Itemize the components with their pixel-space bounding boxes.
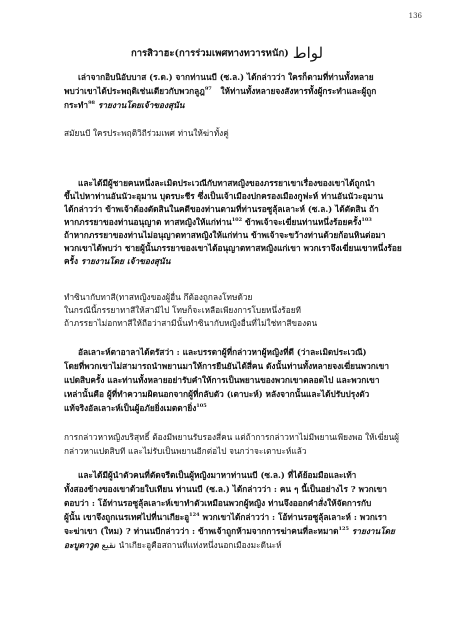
quran-quote	[64, 345, 418, 415]
text-line: ถ้าภรรยาไม่อกทาสีให้ถือว่าสามีนั้นทำซินากับหญิงอื่นที่ไม่ใช่ทาสีของตน	[64, 318, 318, 328]
footnote-ref: 125	[338, 526, 349, 532]
text-line: พวกเขาได้พบว่า ชายผู้นั้นภรรยาของเขาได้อนุญาตทาสหญิงแก่เขา พวกเราจึงเฆี่ยนเขาหนึ่งร้อย	[64, 243, 402, 253]
footnote-ref: 103	[361, 217, 372, 223]
text-line: เหล่านั้นคือ ผู้ที่ทำความผิดนอกจากผู้ที่กลับตัว (เตาบะห์) หลังจากนั้นและได้ปรับปรุงตัว	[64, 389, 370, 399]
text-line: อัลเลาะห์ตาอาลาได้ตรัสว่า : และบรรดาผู้ที่กล่าวหาผู้หญิงที่ดี (ว่าละเมิดประเวณี)	[78, 347, 367, 357]
text-line: เล่าจากอิบนิอับบาส (ร.ด.) จากท่านนบี (ซ.ล.) ได้กล่าวว่า ใครก็ตามที่ท่านทั้งหลาย	[78, 72, 374, 82]
section-title-thai: การสิวาฮะ(การร่วมเพศทางทวารหนัก)	[130, 48, 289, 59]
footnote-ref: 98	[88, 100, 96, 106]
text-line: ทำซินากับทาสี(ทาสหญิงของผู้อื่น กึต้องถูกลงโทษด้วย	[64, 292, 253, 302]
footnote-ref: 97	[204, 86, 212, 92]
footnote-ref: 102	[231, 217, 243, 223]
section-title-arabic: لواط	[292, 44, 324, 62]
text-line: โดยที่พวกเขาไม่สามารถนำพยานมาให้การยืนยันได้สี่คน ดังนั้นท่านทั้งหลายจงเฆี่ยนพวกเขา	[64, 361, 389, 371]
text-line: ตอบว่า : โอ้ท่านรอซูลุ้ลเลาะห์เขาทำตัวเหมือนพวกผู้หญิง ท่านจึงออกคำสั่งให้จัดการกับ	[64, 498, 372, 508]
text-line: ขึ้นไปหาท่านอันนัวะอุมาน บุตรบะชีร ซึ่งเป็นเจ้าเมืองปกครองเมืองกูฟะห์ ท่านอันนัวะอุมาน	[64, 191, 384, 201]
text-line: ในกรณีนี้กรรยาทาสีให้สามีไป โทษก็จะเหลือเพียงการโบยหนึ่งร้อยที	[64, 305, 302, 315]
source-citation: รายงานโดย เจ้าของสุนัน	[80, 256, 171, 266]
hadith-quote-3	[64, 468, 418, 552]
footnote-ref: 105	[196, 403, 207, 409]
commentary-1	[64, 126, 418, 140]
commentary-2	[64, 291, 418, 330]
text-line: แท้จริงอัลเลาะห์เป็นผู้อภัยยิ่งเมตตายิ่ง$^{105}$	[64, 403, 207, 413]
hadith-quote-1	[64, 70, 418, 112]
text-line: ถ้าหากภรรยาของท่านไม่อนุญาตทาสหญิงให้แก่ท่าน ข้าพเจ้าจะขว้างท่านด้วยก้อนหินต่อมา	[64, 230, 386, 240]
footnote-ref: 124	[189, 512, 200, 518]
text-line: สมัยนบี ใครประพฤติวิถีร่วมเพศ ท่านให้ฆ่าทั้งคู่	[64, 128, 229, 138]
text-line: ผู้นั้น เขาจึงถูกเนรเทศไปที่นาเกียะอู$^{124}$ พวกเขาได้กล่าวว่า : โอ้ท่านรอซูลุ้ลเลาะห์ : พวกเรา	[64, 512, 387, 522]
text-line: อะบูดาวูด نقيع นำเกียะอูคือสถานที่แห่งหนึ่งนอกเมืองมะดีนะห์	[64, 540, 282, 551]
arabic-term: نقيع	[101, 541, 117, 551]
text-line: และได้มีผู้นำตัวคนที่ตัดจรีตเป็นผู้หญิงมาหาท่านนบี (ซ.ล.) ที่ได้ย้อมมือและเท้า	[78, 470, 357, 480]
text-line: การกล่าวหาหญิงบริสุทธิ์ ต้องมีพยานรับรองสี่คน แต่ถ้าการกล่าวหาไม่มีพยานเพียงพอ ให้เฆี่ยนผู้	[64, 432, 400, 442]
text-line: หากภรรยาของท่านอนุญาต ทาสหญิงให้แก่ท่าน$^{102}$ ข้าพเจ้าจะเฆี่ยนท่านหนึ่งร้อยครั้ง$^{103}$	[64, 217, 372, 227]
text-line: พบว่าเขาได้ประพฤติเช่นเดียวกับพวกลูฎ$^{97}$ ให้ท่านทั้งหลายจงสังหารทั้งผู้กระทำและผู้ถูก	[64, 86, 377, 96]
text-line: จะฆ่าเขา (ใหม) ? ท่านนบีกล่าวว่า : ข้าพเจ้าถูกห้ามจากการฆ่าคนที่ละหมาด$^{125}$ รายงานโดย	[64, 526, 395, 536]
hadith-quote-2	[64, 177, 418, 268]
text-line: และได้มีผู้ชายคนหนึ่งละเมิดประเวณีกับทาสหญิงของภรรยาเขาเรื่องของเขาได้ถูกนำ	[78, 178, 375, 188]
text-line: ครั้ง รายงานโดย เจ้าของสุนัน	[64, 256, 171, 266]
text-line: กระทำ$^{98}$ รายงานโดยเจ้าของสุนัน	[64, 100, 185, 110]
text-line: แปดสิบครั้ง และท่านทั้งหลายอย่ารับคำให้การเป็นพยานของพวกเขาตลอดไป และพวกเขา	[64, 375, 380, 385]
section-title	[0, 44, 454, 62]
commentary-3	[64, 430, 418, 458]
text-line: ได้กล่าวว่า ข้าพเจ้าต้องตัดสินในคดีของท่านตามที่ท่านรอซูลุ้ลเลาะห์ (ซ.ล.) ได้ตัดสิน ถ้า	[64, 204, 379, 214]
text-line: กล่าวหาแปดสิบที และไม่รับเป็นพยานอีกต่อไป จนกว่าจะเตาบะห์แล้ว	[64, 446, 307, 456]
source-citation: รายงานโดยเจ้าของสุนัน	[97, 100, 185, 110]
text-line: ทั้งสองข้างของเขาด้วยใบเทียน ท่านนบี (ซ.ล.) ได้กล่าวว่า : คน ๆ นี้เป็นอย่างไร ? พวกเขา	[64, 484, 387, 494]
source-citation: รายงานโดย	[351, 526, 395, 536]
source-citation: อะบูดาวูด	[64, 540, 99, 550]
page-number: 136	[408, 12, 422, 20]
